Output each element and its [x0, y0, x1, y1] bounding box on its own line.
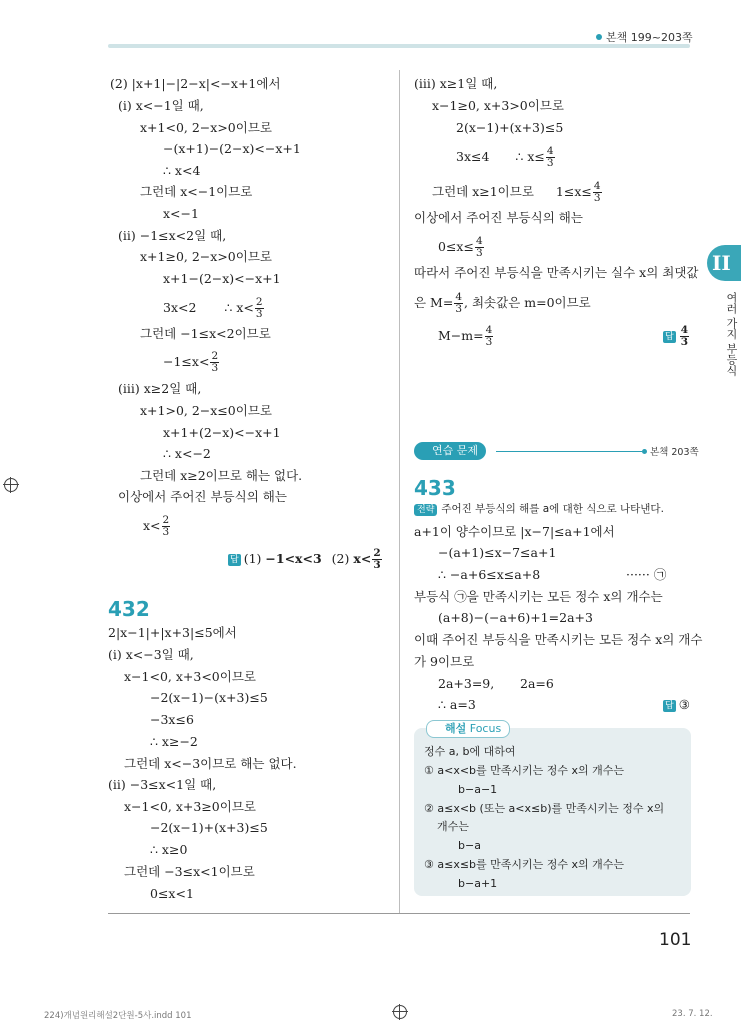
text-line: x−1≥0, x+3>0이므로	[432, 98, 564, 113]
text-line: (ⅲ) x≥2일 때,	[118, 381, 202, 396]
text-line: a+1이 양수이므로 |x−7|≤a+1에서	[414, 524, 615, 539]
text-line: ∴ x<−2	[163, 446, 211, 461]
focus-line: b−a−1	[458, 783, 498, 796]
text-line: x−1<0, x+3<0이므로	[124, 669, 256, 684]
text-line: x< $\frac{2}{3}$	[143, 514, 170, 538]
fraction: $\frac{4}{3}$	[593, 180, 601, 204]
fraction: $\frac{4}{3}$	[485, 324, 493, 348]
registration-mark-icon	[393, 1005, 407, 1019]
focus-label: 해설 Focus	[426, 720, 510, 738]
text-line: −(a+1)≤x−7≤a+1	[438, 545, 557, 560]
text-line: x<−1	[163, 206, 199, 221]
fraction: $\frac{4}{3}$	[475, 235, 483, 259]
text-line: −1≤x< $\frac{2}{3}$	[163, 350, 219, 374]
text-line: (ⅱ) −3≤x<1일 때,	[108, 777, 217, 792]
text-line: 0≤x<1	[150, 886, 194, 901]
chapter-title: 여러 가지 부등식	[725, 292, 738, 376]
text-line: 그런데 x≥1이므로 1≤x≤ $\frac{4}{3}$	[432, 180, 601, 204]
text-line: (2) |x+1|−|2−x|<−x+1에서	[110, 76, 281, 91]
text-line: ∴ x≥−2	[150, 734, 198, 749]
problem-number: 433	[414, 476, 456, 500]
fraction: $\frac{2}{3}$	[255, 296, 263, 320]
text-line: ······ ㉠	[626, 567, 667, 582]
footer-rule	[108, 913, 690, 914]
fraction: $\frac{2}{3}$	[373, 547, 381, 571]
text-line: 따라서 주어진 부등식을 만족시키는 실수 x의 최댓값	[414, 265, 699, 280]
text-line: −3x≤6	[150, 712, 194, 727]
answer-badge: 답	[665, 332, 674, 342]
text-line: ∴ −a+6≤x≤a+8	[438, 567, 541, 582]
page-number: 101	[659, 930, 692, 950]
text-line: 0≤x≤ $\frac{4}{3}$	[438, 235, 483, 259]
strategy-line: 전략 주어진 부등식의 해를 a에 대한 식으로 나타낸다.	[414, 501, 664, 517]
answer-431: 답 (1) −1<x<3 (2) x< $\frac{2}{3}$	[230, 547, 381, 571]
fraction: $\frac{2}{3}$	[162, 514, 170, 538]
fraction: $\frac{2}{3}$	[211, 350, 219, 374]
text-line: 그런데 −3≤x<1이므로	[124, 864, 255, 879]
text-line: 3x≤4 ∴ x≤ $\frac{4}{3}$	[456, 145, 554, 169]
answer-badge: 답	[665, 701, 674, 711]
answer-badge: 답	[230, 555, 239, 565]
registration-mark-icon	[4, 478, 18, 492]
text-line: (ⅱ) −1≤x<2일 때,	[118, 228, 227, 243]
text-line: −2(x−1)−(x+3)≤5	[150, 690, 268, 705]
focus-line: 정수 a, b에 대하여	[424, 745, 516, 758]
text-line: 이때 주어진 부등식을 만족시키는 모든 정수 x의 개수	[414, 632, 703, 647]
strategy-chip: 전략	[414, 504, 437, 516]
focus-line: ② a≤x<b (또는 a<x≤b)를 만족시키는 정수 x의	[424, 802, 665, 815]
text-line: 2|x−1|+|x+3|≤5에서	[108, 625, 237, 640]
text-line: ∴ x≥0	[150, 842, 188, 857]
text-line: ∴ a=3	[438, 697, 476, 712]
focus-line: ③ a≤x≤b를 만족시키는 정수 x의 개수는	[424, 858, 625, 871]
text-line: x+1−(2−x)<−x+1	[163, 271, 281, 286]
text-line: 그런데 x<−3이므로 해는 없다.	[124, 756, 297, 771]
text-line: (a+8)−(−a+6)+1=2a+3	[438, 610, 593, 625]
footer-date: 23. 7. 12.	[672, 1009, 713, 1019]
text-line: 2(x−1)+(x+3)≤5	[456, 120, 564, 135]
focus-line: b−a	[458, 839, 481, 852]
text-line: x+1<0, 2−x>0이므로	[140, 120, 272, 135]
focus-line: ① a<x<b를 만족시키는 정수 x의 개수는	[424, 764, 625, 777]
footer-file: 224)개념원리해설2단원-5사.indd 101	[44, 1011, 192, 1021]
bullet-icon	[642, 449, 647, 454]
text-line: 2a=6	[520, 676, 554, 691]
answer-432	[663, 325, 690, 348]
text-line: 3x<2 ∴ x< $\frac{2}{3}$	[163, 296, 263, 320]
text-line: 가 9이므로	[414, 654, 475, 669]
text-line: x+1+(2−x)<−x+1	[163, 425, 281, 440]
bullet-icon	[596, 34, 602, 40]
text-line: x+1≥0, 2−x>0이므로	[140, 249, 272, 264]
text-line: 이상에서 주어진 부등식의 해는	[118, 489, 287, 504]
text-line: 그런데 −1≤x<2이므로	[140, 326, 271, 341]
fraction: $\frac{4}{3}$	[546, 145, 554, 169]
practice-reference: 본책 203쪽	[642, 444, 699, 458]
text-line: 은 M= $\frac{4}{3}$ , 최솟값은 m=0이므로	[414, 291, 591, 315]
text-line: (ⅰ) x<−3일 때,	[108, 647, 194, 662]
fraction: $\frac{4}{3}$	[455, 291, 463, 315]
fraction: $\frac{4}{3}$	[680, 324, 689, 348]
page-reference: 본책 199~203쪽	[596, 29, 693, 45]
text-line: M−m= $\frac{4}{3}$	[438, 324, 493, 348]
text-line: (ⅲ) x≥1일 때,	[414, 76, 498, 91]
answer-433: 답 ③	[665, 697, 690, 712]
text-line: 그런데 x<−1이므로	[140, 184, 253, 199]
problem-number: 432	[108, 597, 150, 621]
text-line: 이상에서 주어진 부등식의 해는	[414, 210, 583, 225]
text-line: x−1<0, x+3≥0이므로	[124, 799, 256, 814]
section-rule	[496, 451, 642, 452]
text-line: 그런데 x≥2이므로 해는 없다.	[140, 468, 303, 483]
chapter-number: II	[712, 251, 731, 275]
text-line: −(x+1)−(2−x)<−x+1	[163, 141, 301, 156]
text-line: −2(x−1)+(x+3)≤5	[150, 820, 268, 835]
text-line: x+1>0, 2−x≤0이므로	[140, 403, 272, 418]
focus-line: 개수는	[437, 820, 469, 833]
text-line: 부등식 ㉠을 만족시키는 모든 정수 x의 개수는	[414, 589, 663, 604]
text-line: 2a+3=9,	[438, 676, 495, 691]
text-line: (ⅰ) x<−1일 때,	[118, 98, 204, 113]
column-divider	[399, 70, 400, 913]
text-line: ∴ x<4	[163, 163, 201, 178]
focus-line: b−a+1	[458, 877, 498, 890]
practice-heading: 연습 문제	[414, 442, 486, 460]
